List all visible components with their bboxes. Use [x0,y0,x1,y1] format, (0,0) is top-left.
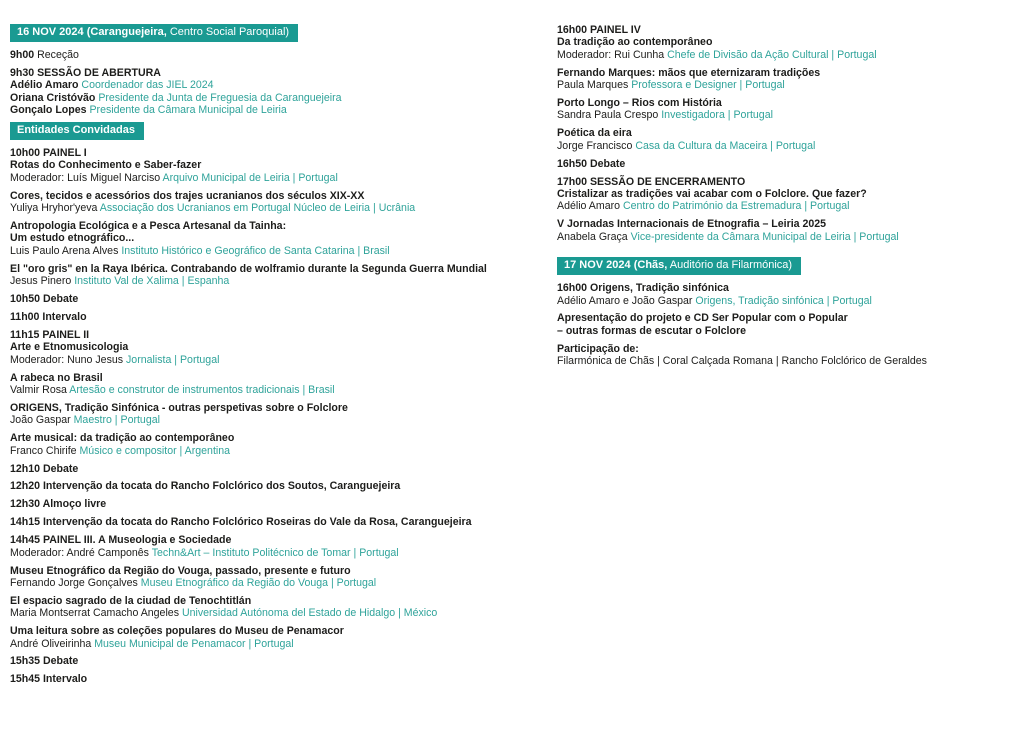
badge-text-regular: Auditório da Filarmónica) [667,259,793,272]
talk-rabeca [10,372,518,397]
speaker-text: Adélio Amaro [557,200,621,213]
title-text: 14h15 Intervenção da tocata do Rancho Folclórico Roseiras do Vale da Rosa, Caranguejeira [10,516,472,529]
time-entry-tocata-1415 [10,516,518,528]
time-entry-rececao [10,49,518,61]
badge-text-bold: 16 NOV 2024 (Caranguejeira, [17,26,167,38]
text-line [10,245,518,257]
text-line [557,49,1015,61]
affiliation-text: Jornalista | Portugal [123,353,220,366]
time-entry-tocata-1220 [10,480,518,492]
speaker-text: Receção [34,49,79,61]
talk-cores-tecidos [10,190,518,215]
text-line [10,79,518,91]
speaker-text: Jorge Francisco [557,139,633,152]
speaker-text: Sandra Paula Crespo [557,109,659,122]
affiliation-text: Chefe de Divisão da Ação Cultural | Portugal [664,48,877,61]
speaker-text: André Oliveirinha [10,637,92,650]
affiliation-text: Coordenador das JIEL 2024 [78,79,214,92]
text-line [10,547,518,559]
speaker-text: Moderador: Nuno Jesus [10,353,124,366]
speaker-text: Moderador: Rui Cunha [557,48,665,61]
title-text: Museu Etnográfico da Região do Vouga, passado, presente e futuro [10,564,351,577]
speaker-text: Maria Montserrat Camacho Angeles [10,607,179,620]
text-line [557,67,1015,79]
text-line [557,140,1015,152]
text-line [10,625,518,637]
text-line [557,325,1015,337]
text-line [10,329,518,341]
text-line [10,402,518,414]
text-line [10,220,518,232]
text-line [557,231,1015,243]
affiliation-text: Professora e Designer | Portugal [628,79,785,92]
text-line [557,97,1015,109]
text-line [557,188,1015,200]
text-line [10,354,518,366]
affiliation-text: Origens, Tradição sinfónica | Portugal [692,294,872,307]
text-line [10,384,518,396]
title-text: – outras formas de escutar o Folclore [557,324,746,337]
concert-origens [557,282,1015,307]
affiliation-text: Músico e compositor | Argentina [76,444,231,457]
title-text: 17h00 SESSÃO DE ENCERRAMENTO [557,175,746,188]
badge-text-bold: Entidades Convidadas [17,124,135,137]
badge-text-bold: 17 NOV 2024 (Chãs, [564,259,668,272]
talk-origens-sinfonica [10,402,518,427]
text-line [557,218,1015,230]
text-line [10,565,518,577]
talk-arte-musical [10,432,518,457]
title-text: Uma leitura sobre as coleções populares do Museu de Penamacor [10,625,344,638]
text-line [557,158,1015,170]
title-text: 10h00 PAINEL I [10,147,87,160]
text-line [557,343,1015,355]
time-entry-intervalo-1100 [10,311,518,323]
speaker-text: Adélio Amaro e João Gaspar [557,294,693,307]
text-line [10,595,518,607]
title-text: 10h50 Debate [10,293,79,306]
affiliation-text: Instituto Histórico e Geográfico de Santa Catarina | Brasil [118,244,390,257]
text-line [10,480,518,492]
speaker-text: Paula Marques [557,79,629,92]
title-text: 9h00 [10,49,35,61]
speaker-text: João Gaspar [10,414,71,427]
affiliation-text: Instituto Val de Xalima | Espanha [71,275,230,288]
affiliation-text: Maestro | Portugal [70,414,160,427]
panel-2 [10,329,518,366]
title-text: 11h00 Intervalo [10,311,87,323]
affiliation-text: Museu Municipal de Penamacor | Portugal [91,637,294,650]
time-entry-debate-1050 [10,293,518,305]
session-abertura [10,67,518,117]
text-line [10,190,518,202]
title-text: 11h15 PAINEL II [10,328,90,341]
date-badge-16-nov [10,24,298,42]
title-text: Apresentação do projeto e CD Ser Popular com o Popular [557,312,848,325]
text-line [10,232,518,244]
talk-fernando-marques [557,67,1015,92]
text-line [10,92,518,104]
text-line [10,534,518,546]
text-line [557,79,1015,91]
time-entry-debate-1210 [10,463,518,475]
affiliation-text: Vice-presidente da Câmara Municipal de Leiria | Portugal [627,230,899,243]
affiliation-text: Museu Etnográfico da Região do Vouga | Portugal [137,576,377,589]
text-line [10,498,518,510]
text-line [10,202,518,214]
text-line [10,341,518,353]
title-text: Rotas do Conhecimento e Saber-fazer [10,159,202,172]
speaker-text: Moderador: André Camponês [10,546,149,559]
text-line [10,673,518,685]
talk-poetica-da-eira [557,127,1015,152]
text-line [557,176,1015,188]
text-line [557,200,1015,212]
time-entry-almoco-1230 [10,498,518,510]
text-line [10,638,518,650]
title-text: Oriana Cristóvão [10,91,96,104]
announcement-jornadas-2025 [557,218,1015,243]
affiliation-text: Associação dos Ucranianos em Portugal Núcleo de Leiria | Ucrânia [97,202,416,215]
text-line [557,355,1015,367]
talk-porto-longo [557,97,1015,122]
project-ser-popular [557,312,1015,337]
title-text: Adélio Amaro [10,79,79,92]
speaker-text: Moderador: Luís Miguel Narciso [10,171,161,184]
title-text: 15h45 Intervalo [10,673,88,686]
title-text: Um estudo etnográfico... [10,232,135,245]
panel-4 [557,24,1015,61]
text-line [10,516,518,528]
affiliation-text: Universidad Autónoma del Estado de Hidalgo | México [179,607,438,620]
talk-antropologia-ecologica [10,220,518,257]
text-line [557,282,1015,294]
talk-tenochtitlan [10,595,518,620]
text-line [10,67,518,79]
title-text: ORIGENS, Tradição Sinfónica - outras perspetivas sobre o Folclore [10,401,348,414]
panel-1 [10,147,518,184]
title-text: 16h50 Debate [557,157,626,170]
schedule-column-right [557,24,1015,373]
title-text: Arte musical: da tradição ao contemporâneo [10,432,235,445]
title-text: 12h20 Intervenção da tocata do Rancho Folclórico dos Soutos, Caranguejeira [10,480,401,493]
title-text: 16h00 Origens, Tradição sinfónica [557,282,729,295]
text-line [557,24,1015,36]
text-line [10,311,518,323]
text-line [10,414,518,426]
title-text: Da tradição ao contemporâneo [557,36,713,49]
date-badge-17-nov [557,257,801,275]
affiliation-text: Arquivo Municipal de Leiria | Portugal [160,171,338,184]
schedule-column-left [10,24,518,691]
affiliation-text: Centro do Património da Estremadura | Portugal [620,200,850,213]
section-badge-entidades [10,122,144,140]
speaker-text: Jesus Pinero [10,275,72,288]
text-line [557,295,1015,307]
affiliation-text: Techn&Art – Instituto Politécnico de Tomar | Portugal [148,546,399,559]
participation [557,343,1015,368]
time-entry-intervalo-1545 [10,673,518,685]
text-line [10,432,518,444]
title-text: 12h30 Almoço livre [10,498,107,511]
title-text: Fernando Marques: mãos que eternizaram tradições [557,66,821,79]
text-line [10,147,518,159]
speaker-text: Valmir Rosa [10,384,67,397]
speaker-text: Yuliya Hryhor'yeva [10,202,98,215]
speaker-text: Franco Chirife [10,444,77,457]
badge-text-regular: Centro Social Paroquial) [166,26,290,38]
affiliation-text: Artesão e construtor de instrumentos tradicionais | Brasil [66,384,335,397]
talk-penamacor [10,625,518,650]
time-entry-debate-1650 [557,158,1015,170]
title-text: Antropologia Ecológica e a Pesca Artesanal da Tainha: [10,220,287,233]
title-text: Participação de: [557,342,639,355]
text-line [10,463,518,475]
talk-museu-vouga [10,565,518,590]
text-line [10,172,518,184]
title-text: A rabeca no Brasil [10,371,103,384]
title-text: El espacio sagrado de la ciudad de Tenochtitlán [10,594,252,607]
speaker-text: Filarmónica de Chãs | Coral Calçada Romana | Rancho Folclórico de Geraldes [557,355,927,368]
text-line [557,312,1015,324]
text-line [557,36,1015,48]
time-entry-debate-1535 [10,655,518,667]
title-text: Porto Longo – Rios com História [557,97,722,110]
title-text: Cores, tecidos e acessórios dos trajes ucranianos dos séculos XIX-XX [10,189,365,202]
text-line [10,275,518,287]
title-text: El "oro gris" en la Raya Ibérica. Contrabando de wolframio durante la Segunda Guerra Mundial [10,262,487,275]
text-line [10,293,518,305]
title-text: Arte e Etnomusicologia [10,341,129,354]
text-line [557,109,1015,121]
title-text: 9h30 SESSÃO DE ABERTURA [10,66,161,79]
session-encerramento [557,176,1015,213]
text-line [10,372,518,384]
text-line [10,263,518,275]
title-text: V Jornadas Internacionais de Etnografia – Leiria 2025 [557,218,827,231]
speaker-text: Fernando Jorge Gonçalves [10,576,138,589]
title-text: Gonçalo Lopes [10,104,87,117]
speaker-text: Luis Paulo Arena Alves [10,244,119,257]
text-line [10,577,518,589]
panel-3 [10,534,518,559]
speaker-text: Anabela Graça [557,230,628,243]
talk-oro-gris [10,263,518,288]
text-line [10,445,518,457]
title-text: 15h35 Debate [10,655,79,668]
text-line [10,655,518,667]
affiliation-text: Casa da Cultura da Maceira | Portugal [632,139,816,152]
title-text: Poética da eira [557,127,632,140]
text-line [10,159,518,171]
text-line [10,49,518,61]
text-line [10,104,518,116]
text-line [10,607,518,619]
affiliation-text: Investigadora | Portugal [658,109,773,122]
title-text: 16h00 PAINEL IV [557,24,641,36]
affiliation-text: Presidente da Junta de Freguesia da Caranguejeira [95,91,342,104]
text-line [557,127,1015,139]
title-text: Cristalizar as tradições vai acabar com o Folclore. Que fazer? [557,187,867,200]
title-text: 12h10 Debate [10,462,79,475]
affiliation-text: Presidente da Câmara Municipal de Leiria [86,104,287,117]
title-text: 14h45 PAINEL III. A Museologia e Sociedade [10,534,232,547]
